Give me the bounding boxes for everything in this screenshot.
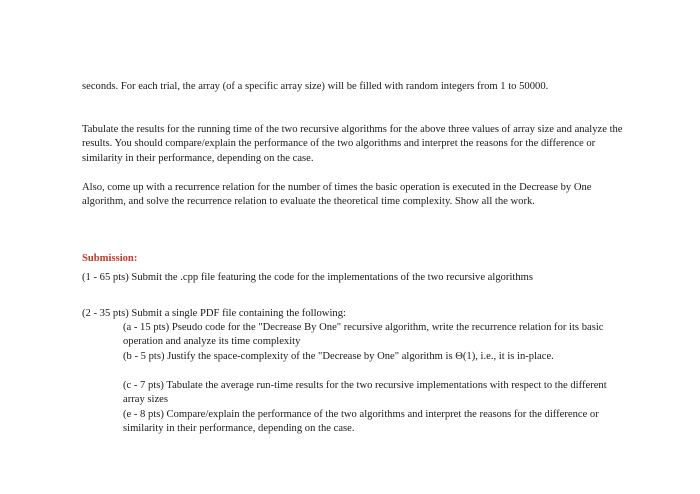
subitem-compare-performance: (e - 8 pts) Compare/explain the performance of the two algorithms and interpret the reasons for the difference or similarity in their performance, depending on the case. — [123, 409, 599, 435]
subitem-tabulate-runtime: (c - 7 pts) Tabulate the average run-time results for the two recursive implementations with respect to the different array sizes — [123, 380, 607, 406]
submission-heading: Submission: — [82, 253, 138, 264]
paragraph-tabulate-results: Tabulate the results for the running time of the two recursive algorithms for the above three values of array size and analyze the results. You should compare/explain the performance of the two algorithms and interpret the reasons for the difference or similarity in their performance, depending on the case. — [82, 124, 623, 164]
subitem-space-complexity: (b - 5 pts) Justify the space-complexity of the "Decrease by One" algorithm is Θ(1), i.e., it is in-place. — [123, 351, 554, 362]
submission-item-pdf: (2 - 35 pts) Submit a single PDF file containing the following: — [82, 308, 346, 319]
paragraph-array-fill: seconds. For each trial, the array (of a specific array size) will be filled with random integers from 1 to 50000. — [82, 81, 549, 92]
paragraph-recurrence-relation: Also, come up with a recurrence relation for the number of times the basic operation is executed in the Decrease by One algorithm, and solve the recurrence relation to evaluate the theoretical time complexity. Show all the work. — [82, 182, 592, 208]
subitem-pseudo-code: (a - 15 pts) Pseudo code for the "Decrease By One" recursive algorithm, write the recurrence relation for its basic operation and analyze its time complexity — [123, 322, 604, 348]
submission-item-cpp: (1 - 65 pts) Submit the .cpp file featuring the code for the implementations of the two recursive algorithms — [82, 272, 533, 283]
